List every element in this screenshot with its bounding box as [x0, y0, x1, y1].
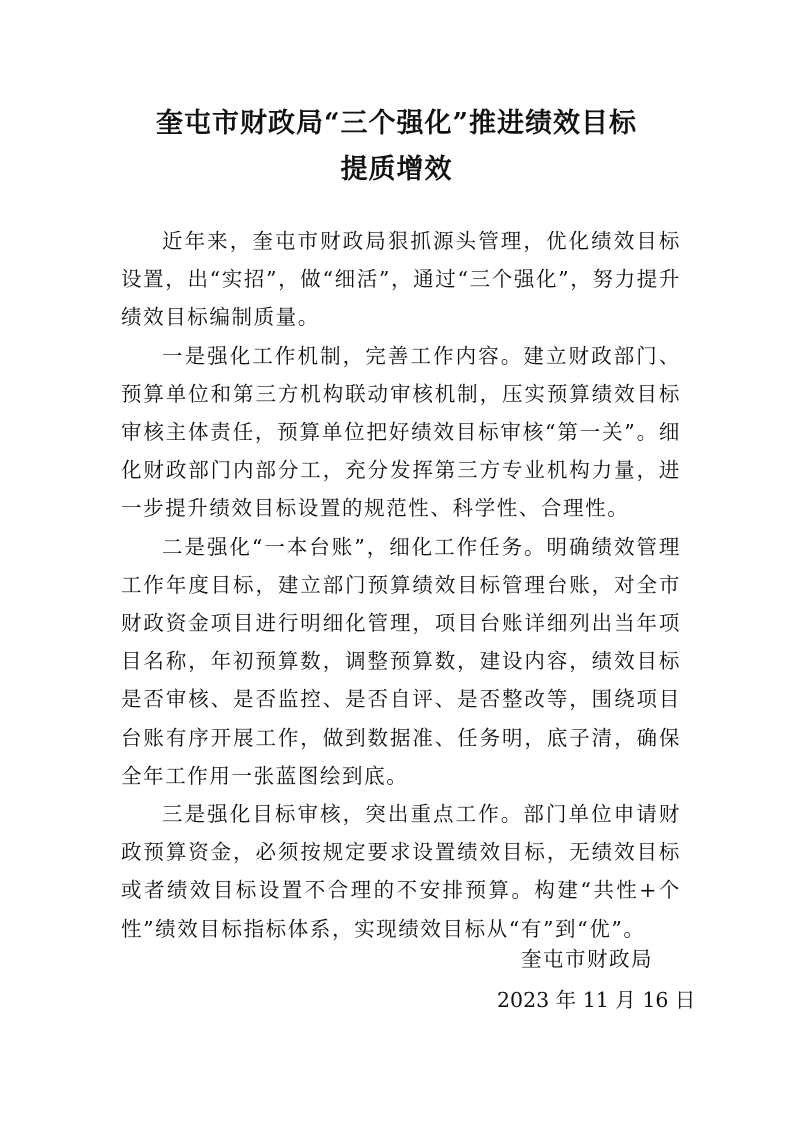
- body-paragraph-first: 一是强化工作机制，完善工作内容。建立财政部门、预算单位和第三方机构联动审核机制，压实预算绩效目标审核主体责任，预算单位把好绩效目标审核“第一关”。细化财政部门内部分工，充分发挥第三方专业机构力量，进一步提升绩效目标设置的规范性、科学性、合理性。: [121, 343, 681, 521]
- document-body: [121, 222, 681, 948]
- body-paragraph-third: 三是强化目标审核，突出重点工作。部门单位申请财政预算资金，必须按规定要求设置绩效目标，无绩效目标或者绩效目标设置不合理的不安排预算。构建“共性+个性”绩效目标指标体系，实现绩效目标从“有”到“优”。: [121, 802, 681, 941]
- document-title-line-1: 奎屯市财政局“三个强化”推进绩效目标: [155, 108, 638, 139]
- body-paragraph-second: 二是强化“一本台账”，细化工作任务。明确绩效管理工作年度目标，建立部门预算绩效目标管理台账，对全市财政资金项目进行明细化管理，项目台账详细列出当年项目名称，年初预算数，调整预算数，建设内容，绩效目标是否审核、是否监控、是否自评、是否整改等，围绕项目台账有序开展工作，做到数据准、任务明，底子清，确保全年工作用一张蓝图绘到底。: [121, 534, 681, 788]
- signature-organization: 奎屯市财政局: [521, 947, 653, 971]
- document-title-line-2: 提质增效: [340, 154, 453, 185]
- body-paragraph-intro: 近年来，奎屯市财政局狠抓源头管理，优化绩效目标设置，出“实招”，做“细活”，通过“三个强化”，努力提升绩效目标编制质量。: [121, 229, 681, 330]
- signature-date: 2023 年 11 月 16 日: [497, 988, 696, 1012]
